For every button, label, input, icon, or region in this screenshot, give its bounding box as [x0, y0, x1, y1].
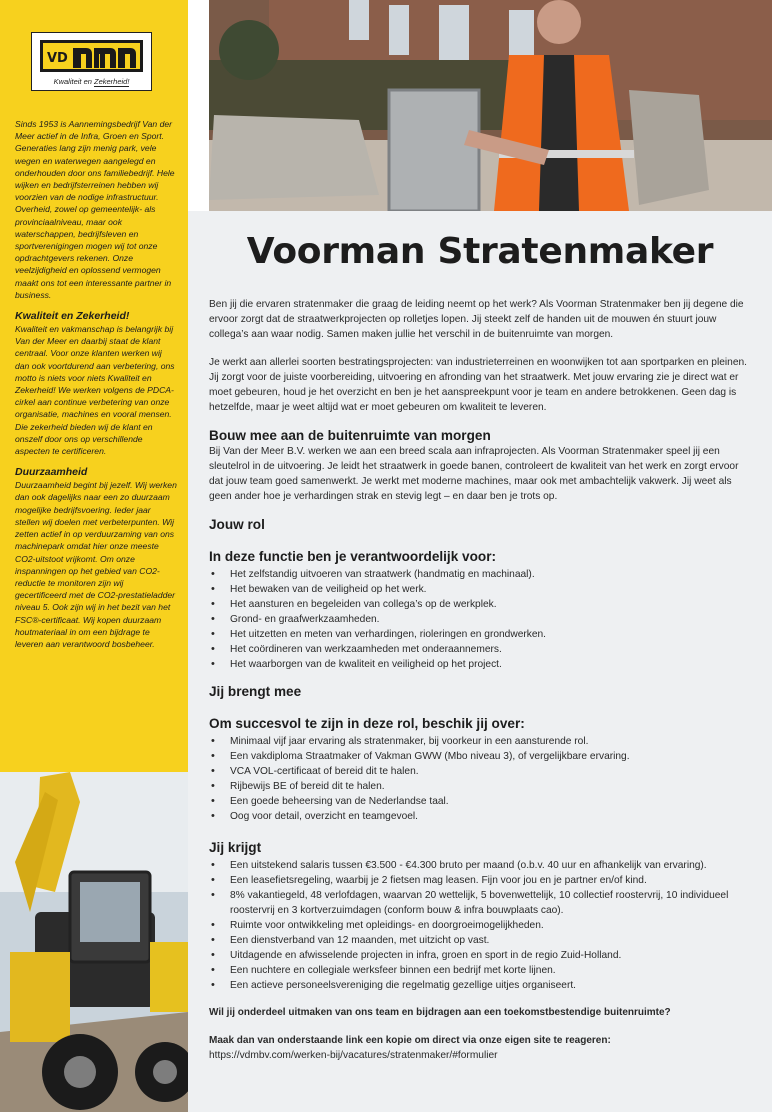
requirements-heading: Om succesvol te zijn in deze rol, beschik jij over:: [209, 716, 525, 731]
page-title: Voorman Stratenmaker: [246, 231, 714, 272]
list-item: • Een dienstverband van 12 maanden, met uitzicht op vast.: [209, 933, 749, 948]
cta-instruction: Maak dan van onderstaande link een kopie om direct via onze eigen site te reageren:: [209, 1035, 611, 1046]
sidebar: [0, 0, 188, 772]
sidebar-text: [15, 118, 177, 659]
sustainability-text: Duurzaamheid begint bij jezelf. Wij werken dan ook dagelijks naar een zo duurzaam mogelijke bedrijfsvoering. Ieder jaar stellen wij doelen met verbeterpunten. Wij zetten actief in op verduurzaming van ons machinepark omdat hier onze meeste CO2-uitstoot vrijkomt. Om onze inspanningen op het gebied van CO2-reductie te monitoren zijn wij gecertificeerd met de CO2-prestatieladder niveau 5. Ook zijn wij in het bezit van het FSC®-certificaat. Wij kopen duurzaam houtmateriaal in om een bijdrage te leveren aan verantwoord bosbeheer.: [15, 480, 177, 649]
intro-paragraph-1: Ben jij die ervaren stratenmaker die graag de leiding neemt op het werk? Als Voorman Stratenmaker ben jij degene die ervoor zorgt dat de straatwerkprojecten op rolletjes lopen. Jij steekt zelf de handen uit de mouwen én stuurt jouw collega’s aan waar nodig. Samen maken jullie het verschil in de buitenruimte van morgen.: [209, 299, 744, 340]
excavator-photo: [0, 772, 188, 1112]
logo-tagline: Kwaliteit en Zekerheid!: [53, 77, 130, 86]
hero-photo: [209, 0, 772, 211]
vacancy-content: [209, 297, 749, 1076]
quality-heading: Kwaliteit en Zekerheid!: [15, 310, 130, 323]
requirements-list: [209, 734, 749, 824]
list-item: • Grond- en graafwerkzaamheden.: [209, 612, 749, 627]
list-item: • Een uitstekend salaris tussen €3.500 - €4.300 bruto per maand (o.b.v. 40 uur en afhankelijk van ervaring).: [209, 858, 749, 873]
quality-text: Kwaliteit en vakmanschap is belangrijk bij Van der Meer en daarbij staat de klant centraal. Voor onze klanten werken wij dan ook voortdurend aan verbetering, ons motto is niets voor niets Kwaliteit en Zekerheid! We werken volgens de PDCA-cirkel aan continue verbetering van onze organisatie, machines en vooral mensen. Die zekerheid bieden wij de klant en onszelf door ons op verschillende aspecten te certificeren.: [15, 324, 175, 457]
list-item: • Een leasefietsregeling, waarbij je 2 fietsen mag leasen. Fijn voor jou en je partner en/of kind.: [209, 873, 749, 888]
list-item: • Rijbewijs BE of bereid dit te halen.: [209, 779, 749, 794]
vdm-logo-mark: [40, 40, 143, 72]
benefits-list: [209, 858, 749, 993]
list-item: • Minimaal vijf jaar ervaring als stratenmaker, bij voorkeur in een aansturende rol.: [209, 734, 749, 749]
cta-question: Wil jij onderdeel uitmaken van ons team en bijdragen aan een toekomstbestendige buitenruimte?: [209, 1007, 671, 1018]
list-item: • Een goede beheersing van de Nederlandse taal.: [209, 794, 749, 809]
company-intro: Sinds 1953 is Aannemingsbedrijf Van der Meer actief in de Infra, Groen en Sport. Generaties lang zijn menig park, vele wegen en waterwegen aangelegd en onderhouden door ons familiebedrijf. Hele wijken en bedrijfsterreinen hebben wij voorzien van de nodige infrastructuur. Overheid, zowel op gemeentelijk- als provinciaalniveau, maar ook waterschappen, bedrijfsleven en sportverenigingen mogen wij tot onze opdrachtgevers rekenen. Onze veelzijdigheid en oplossend vermogen maakt ons tot een interessante partner in business.: [15, 119, 175, 300]
apply-link[interactable]: https://vdmbv.com/werken-bij/vacatures/stratenmaker/#formulier: [209, 1050, 498, 1061]
role-heading: Jouw rol: [209, 517, 265, 532]
list-item: • Oog voor detail, overzicht en teamgevoel.: [209, 809, 749, 824]
list-item: • Het zelfstandig uitvoeren van straatwerk (handmatig en machinaal).: [209, 567, 749, 582]
list-item: • 8% vakantiegeld, 48 verlofdagen, waarvan 20 wettelijk, 5 bovenwettelijk, 10 collectief roostervrij, 10 individueel roostervrij en 3 kortverzuimdagen (conform bouw & infra bouwplaats cao).: [209, 888, 749, 918]
vacancy-panel: [188, 211, 772, 1112]
responsibilities-list: [209, 567, 749, 672]
bring-heading: Jij brengt mee: [209, 684, 302, 699]
list-item: • Een nuchtere en collegiale werksfeer binnen een bedrijf met korte lijnen.: [209, 963, 749, 978]
svg-text:VD: VD: [47, 51, 68, 66]
responsibilities-heading: In deze functie ben je verantwoordelijk voor:: [209, 549, 497, 564]
list-item: • Het aansturen en begeleiden van collega’s op de werkplek.: [209, 597, 749, 612]
list-item: • Het bewaken van de veiligheid op het werk.: [209, 582, 749, 597]
list-item: • VCA VOL-certificaat of bereid dit te halen.: [209, 764, 749, 779]
build-heading: Bouw mee aan de buitenruimte van morgen: [209, 428, 491, 443]
build-text: Bij Van der Meer B.V. werken we aan een breed scala aan infraprojecten. Als Voorman Stratenmaker speel jij een sleutelrol in de uitvoering. Je leidt het straatwerk in goede banen, controleert de kwaliteit van het werk en zorgt ervoor dat jouw team goed samenwerkt. Je werkt met moderne machines, maar ook met ambachtelijk vakwerk. Jij weet als geen ander hoe je verhardingen strak en stevig legt – en daar ben je trots op.: [209, 446, 739, 502]
benefits-heading: Jij krijgt: [209, 840, 262, 855]
list-item: • Een actieve personeelsvereniging die regelmatig gezellige uitjes organiseert.: [209, 978, 749, 993]
list-item: • Het coördineren van werkzaamheden met onderaannemers.: [209, 642, 749, 657]
sustainability-heading: Duurzaamheid: [15, 466, 88, 479]
list-item: • Het uitzetten en meten van verhardingen, rioleringen en grondwerken.: [209, 627, 749, 642]
company-logo: [31, 32, 152, 91]
list-item: • Een vakdiploma Straatmaker of Vakman GWW (Mbo niveau 3), of vergelijkbare ervaring.: [209, 749, 749, 764]
list-item: • Uitdagende en afwisselende projecten in infra, groen en sport in de regio Zuid-Holland.: [209, 948, 749, 963]
list-item: • Het waarborgen van de kwaliteit en veiligheid op het project.: [209, 657, 749, 672]
intro-paragraph-2: Je werkt aan allerlei soorten bestratingsprojecten: van industrieterreinen en woonwijken tot aan sportparken en pleinen. Jij zorgt voor de juiste voorbereiding, uitvoering en afronding van het straatwerk. Met jouw ervaring zie je direct wat er moet gebeuren, houd je het overzicht en ben je het aanspreekpunt voor je team en andere betrokkenen. Geen dag is hetzelfde, maar je weet altijd wat er moet gebeuren om kwaliteit te leveren.: [209, 357, 747, 413]
list-item: • Ruimte voor ontwikkeling met opleidings- en doorgroeimogelijkheden.: [209, 918, 749, 933]
